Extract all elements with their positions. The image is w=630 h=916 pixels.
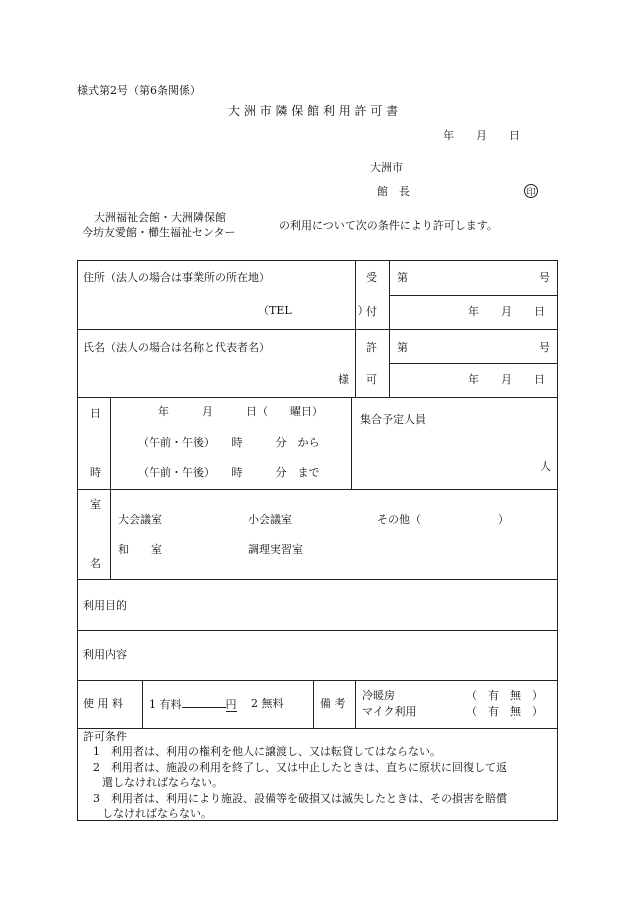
room-cooking: 調理実習室 [248, 543, 303, 556]
permit-divider [389, 363, 558, 364]
condition-3-cont: しなければならない。 [102, 807, 212, 820]
mic-choice: （ 有 無 ） [466, 705, 543, 718]
col-divider [351, 397, 352, 489]
room-large-conference: 大会議室 [118, 513, 162, 526]
col-divider [355, 260, 356, 397]
issue-date: 年 月 日 [443, 129, 520, 142]
col-divider [110, 397, 111, 580]
condition-3: 3 利用者は、利用により施設、設備等を破損又は滅失したときは、その損害を賠償 [93, 792, 507, 805]
datetime-label-bottom: 時 [90, 466, 101, 479]
purpose-label: 利用目的 [83, 599, 127, 612]
usage-start-row: （午前・午後） 時 分 から [138, 436, 320, 449]
tel-label: （TEL ） [258, 304, 369, 317]
fee-yen: 円 [225, 698, 237, 711]
condition-2-cont: 還しなければならない。 [102, 776, 223, 789]
seal-text: 印 [526, 187, 536, 198]
usage-end-row: （午前・午後） 時 分 まで [138, 466, 320, 479]
row-divider [77, 630, 558, 631]
room-japanese: 和 室 [118, 543, 162, 556]
row-divider [77, 489, 558, 490]
datetime-label-top: 日 [90, 407, 101, 420]
conditions-title: 許可条件 [83, 730, 127, 743]
facility-name-2: 今坊友愛館・櫛生福祉センター [82, 226, 236, 239]
aircon-label: 冷暖房 [362, 689, 395, 702]
permit-number-suffix: 号 [539, 341, 550, 354]
issuer-director: 館 長 [377, 185, 410, 198]
mic-label: マイク利用 [362, 705, 417, 718]
col-divider [389, 260, 390, 397]
reception-label-bottom: 付 [366, 305, 377, 318]
facility-name-1: 大洲福祉会館・大洲隣保館 [94, 211, 226, 224]
room-other: その他（ ） [377, 513, 509, 526]
form-number: 様式第2号（第6条関係） [77, 84, 201, 97]
document-title: 大 洲 市 隣 保 館 利 用 許 可 書 [228, 104, 399, 118]
col-divider [142, 680, 143, 728]
fee-free-option: 2 無料 [251, 697, 284, 710]
row-divider [77, 728, 558, 729]
reception-number-suffix: 号 [539, 271, 550, 284]
aircon-choice: （ 有 無 ） [466, 689, 543, 702]
fee-paid-option [149, 698, 237, 710]
condition-2: 2 利用者は、施設の利用を終了し、又は中止したときは、直ちに原状に回復して返 [93, 761, 507, 774]
col-divider [355, 680, 356, 728]
row-divider [77, 397, 558, 398]
room-label-bottom: 名 [90, 557, 101, 570]
room-label-top: 室 [90, 498, 101, 511]
attendees-label: 集合予定人員 [360, 413, 426, 426]
room-small-conference: 小会議室 [248, 513, 292, 526]
col-divider [313, 680, 314, 728]
sama-label: 様 [338, 373, 349, 386]
fee-paid-text: 1 有料 [149, 698, 182, 711]
row-divider [77, 329, 558, 330]
fee-label: 使 用 料 [83, 697, 123, 710]
fee-amount-blank [182, 698, 226, 708]
attendees-unit: 人 [540, 460, 551, 473]
reception-date: 年 月 日 [468, 305, 545, 318]
address-label: 住所（法人の場合は事業所の所在地） [83, 271, 270, 284]
reception-label-top: 受 [366, 271, 377, 284]
condition-1: 1 利用者は、利用の権利を他人に譲渡し、又は転貸してはならない。 [93, 745, 441, 758]
permit-label-top: 許 [366, 341, 377, 354]
permit-number-prefix: 第 [397, 341, 408, 354]
permit-date: 年 月 日 [468, 373, 545, 386]
usage-date-row: 年 月 日（ 曜日） [158, 405, 323, 418]
reception-number-prefix: 第 [397, 271, 408, 284]
issuer-city: 大洲市 [370, 161, 403, 174]
remarks-label: 備 考 [320, 697, 346, 710]
content-label: 利用内容 [83, 648, 127, 661]
reception-divider [389, 295, 558, 296]
permission-statement: の利用について次の条件により許可します。 [279, 219, 498, 232]
seal-mark [524, 184, 538, 198]
name-label: 氏名（法人の場合は名称と代表者名） [83, 341, 270, 354]
row-divider [77, 680, 558, 681]
permit-label-bottom: 可 [366, 373, 377, 386]
row-divider [77, 579, 558, 580]
